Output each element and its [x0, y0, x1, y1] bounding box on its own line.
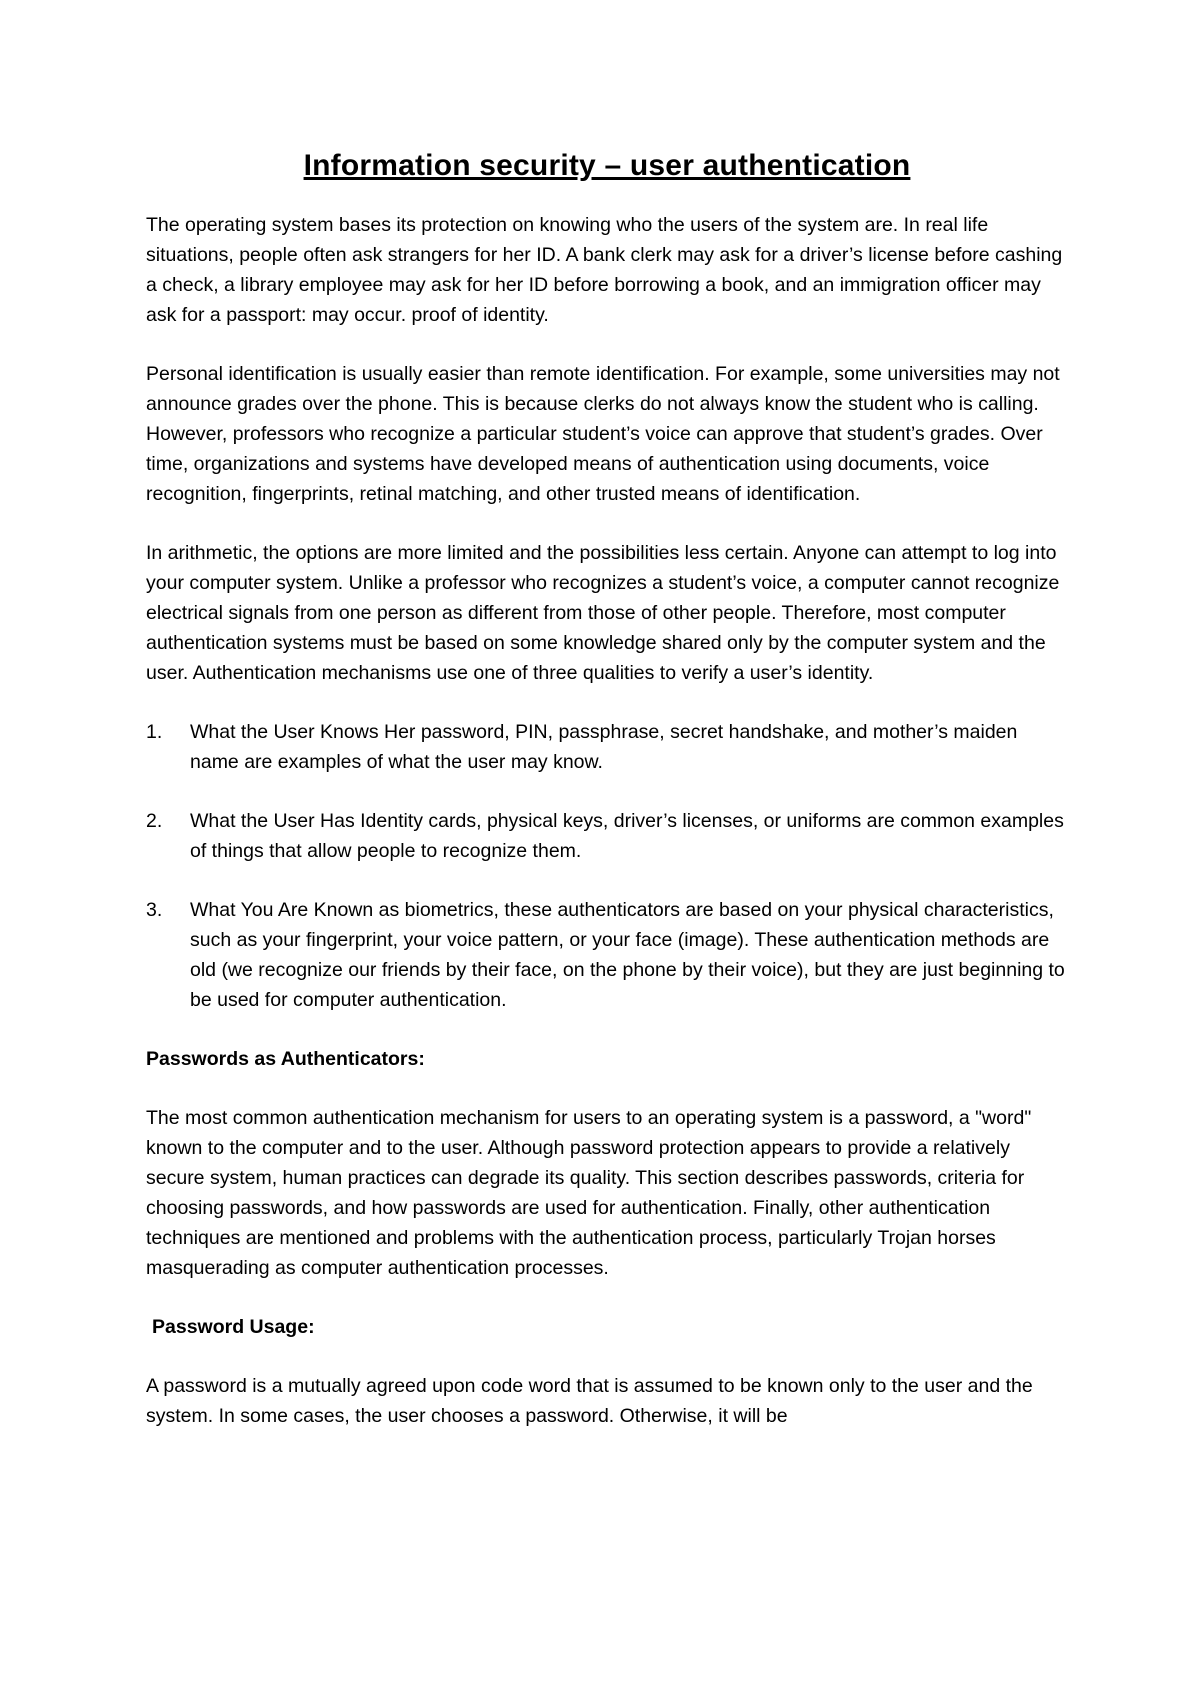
list-item	[146, 806, 1068, 866]
list-item-number: 3.	[146, 899, 163, 921]
password-usage-paragraph: A password is a mutually agreed upon code word that is assumed to be known only to the user and the system. In some cases, the user chooses a password. Otherwise, it will be	[146, 1375, 1033, 1427]
document-body	[146, 148, 1068, 1460]
list-item-text: What You Are Known as biometrics, these authenticators are based on your physical characteristics, such as your fingerprint, your voice pattern, or your face (image). These authentication methods are old (we recognize our friends by their face, on the phone by their voice), but they are just beginning to be used for computer authentication.	[190, 899, 1065, 1011]
passwords-paragraph: The most common authentication mechanism for users to an operating system is a password, a "word" known to the computer and to the user. Although password protection appears to provide a relatively secure system, human practices can degrade its quality. This section describes passwords, criteria for choosing passwords, and how passwords are used for authentication. Finally, other authentication techniques are mentioned and problems with the authentication process, particularly Trojan horses masquerading as computer authentication processes.	[146, 1107, 1032, 1279]
list-item	[146, 895, 1068, 1015]
list-item	[146, 717, 1068, 777]
paragraph-intro: The operating system bases its protection on knowing who the users of the system are. In real life situations, people often ask strangers for her ID. A bank clerk may ask for a driver’s license before cashing a check, a library employee may ask for her ID before borrowing a book, and an immigration officer may ask for a passport: may occur. proof of identity.	[146, 214, 1063, 326]
list-item-number: 2.	[146, 810, 163, 832]
list-item-number: 1.	[146, 721, 163, 743]
paragraph-computer-authentication: In arithmetic, the options are more limited and the possibilities less certain. Anyone can attempt to log into your computer system. Unlike a professor who recognizes a student’s voice, a computer cannot recognize electrical signals from one person as different from those of other people. Therefore, most computer authentication systems must be based on some knowledge shared only by the computer system and the user. Authentication mechanisms use one of three qualities to verify a user’s identity.	[146, 542, 1060, 684]
document-title: Information security – user authentication	[303, 149, 911, 182]
password-usage-heading: Password Usage:	[152, 1316, 315, 1338]
list-item-text: What the User Knows Her password, PIN, passphrase, secret handshake, and mother’s maiden name are examples of what the user may know.	[190, 721, 1018, 773]
passwords-heading: Passwords as Authenticators:	[146, 1048, 425, 1070]
list-item-text: What the User Has Identity cards, physical keys, driver’s licenses, or uniforms are common examples of things that allow people to recognize them.	[190, 810, 1064, 862]
authentication-qualities-list	[146, 717, 1068, 1015]
paragraph-personal-identification: Personal identification is usually easier than remote identification. For example, some universities may not announce grades over the phone. This is because clerks do not always know the student who is calling. However, professors who recognize a particular student’s voice can approve that student’s grades. Over time, organizations and systems have developed means of authentication using documents, voice recognition, fingerprints, retinal matching, and other trusted means of identification.	[146, 363, 1060, 505]
